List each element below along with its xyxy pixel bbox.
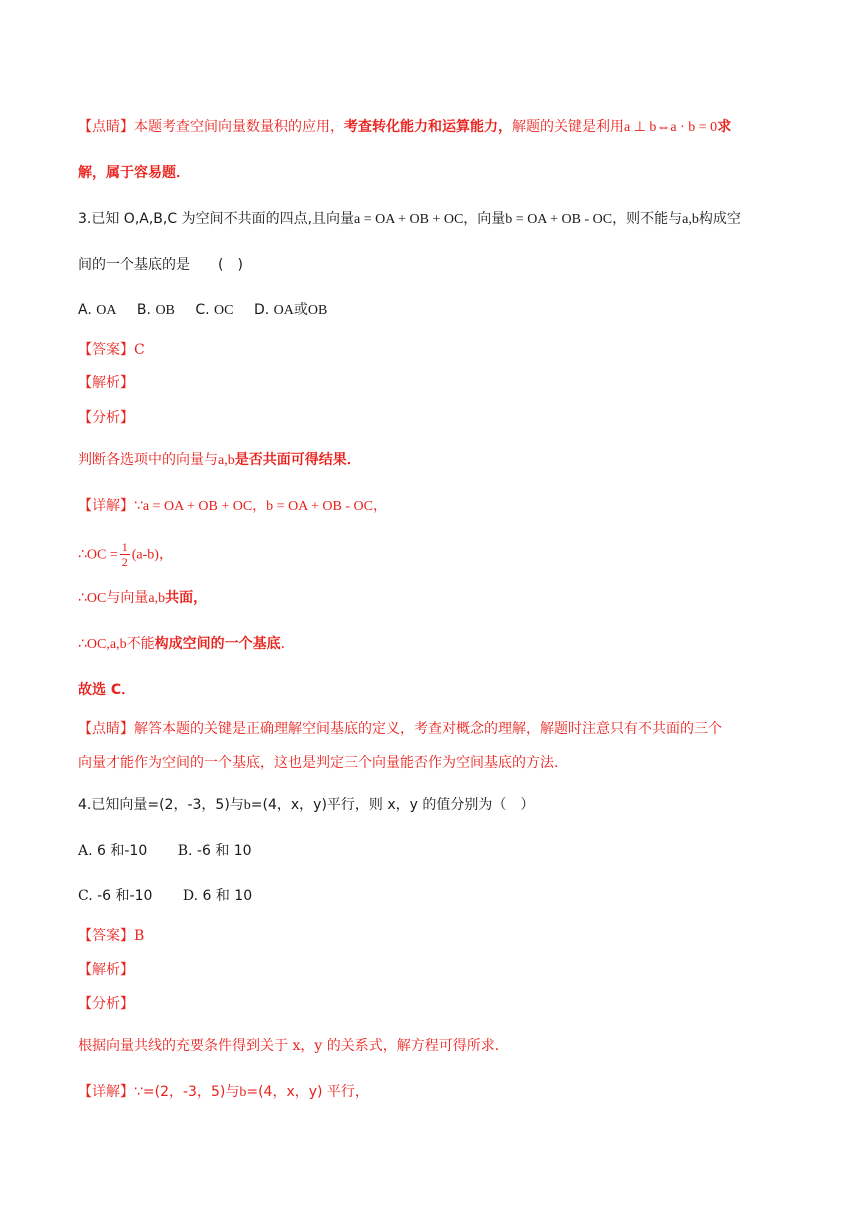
question-3-text: ，则不能与 — [612, 211, 683, 227]
answer-value: B — [134, 928, 145, 944]
question-3-detail-line4 — [78, 634, 295, 655]
question-4-fenxi — [78, 994, 134, 1014]
separator: ， — [252, 498, 267, 514]
because-symbol: ∵ — [134, 498, 143, 514]
dianjing-text: 求 — [717, 119, 732, 135]
dianjing-text: 解答本题的关键是正确理解空间基底的定义，考查对概念的理解，解题时注意只有不共面的三个 — [134, 721, 722, 737]
question-3-text: 间的一个基底的是 ( ) — [78, 257, 243, 273]
option-a-value: OA — [96, 303, 117, 318]
option-d-value: 6 和 10 — [202, 888, 253, 904]
fenxi-tag: 【分析】 — [78, 410, 134, 426]
vectors-ab: a,b — [682, 212, 699, 227]
question-3-detail-line3 — [78, 588, 207, 609]
question-3-jiexi — [78, 373, 134, 393]
dianjing-tag: 【点睛】 — [78, 721, 134, 737]
option-c-value: OC — [214, 303, 234, 318]
detail-text: 共面， — [165, 590, 208, 606]
therefore-symbol: ∴ — [78, 590, 87, 606]
dianjing-paragraph-line2 — [78, 163, 190, 183]
conclusion-text: 故选 C． — [78, 682, 136, 698]
vector-a-definition: a = OA + OB + OC — [142, 499, 253, 514]
question-4-answer — [78, 926, 144, 946]
vectors-oc-a-b: OC,a,b — [86, 637, 127, 652]
option-d-label: D. — [182, 888, 199, 904]
option-b-value: OB — [155, 303, 175, 318]
question-4-stem — [78, 795, 534, 816]
option-c-label: C. — [195, 302, 210, 318]
fenxi-text: 是否共面可得结果． — [234, 452, 361, 468]
dianjing-text: 向量才能作为空间的一个基底，这也是判定三个向量能否作为空间基底的方法. — [78, 755, 559, 771]
detail-text: 构成空间的一个基底 — [154, 636, 281, 652]
option-b-value: -6 和 10 — [196, 843, 252, 859]
fraction-one-half — [120, 540, 130, 569]
fraction-numerator: 1 — [121, 540, 128, 554]
option-a-label: A. — [78, 843, 93, 859]
question-3-text: 3.已知 O,A,B,C 为空间不共面的四点,且向量 — [78, 211, 355, 227]
option-c-label: C. — [78, 888, 93, 904]
vectors-ab: a,b — [218, 453, 235, 468]
option-b-label: B. — [136, 302, 151, 318]
question-3-detail-line1 — [78, 496, 387, 517]
question-3-fenxi-text — [78, 450, 361, 471]
vector-difference: (a-b) — [131, 547, 159, 563]
option-b-label: B. — [177, 843, 193, 859]
separator: ， — [158, 546, 173, 563]
question-3-options — [78, 300, 327, 321]
vector-b: b — [239, 1085, 247, 1100]
question-3-answer — [78, 340, 145, 360]
question-3-text: ，向量 — [463, 211, 506, 227]
vector-oc: OC — [86, 591, 107, 606]
question-3-dianjing-line1 — [78, 719, 722, 739]
answer-tag: 【答案】 — [78, 928, 134, 944]
vectors-ab: a,b — [148, 591, 166, 606]
answer-value: C — [134, 342, 145, 358]
question-4-text: 4.已知向量=(2，-3，5)与 — [78, 797, 244, 813]
question-3-stem-line1 — [78, 209, 741, 230]
detail-text: ． — [280, 636, 295, 652]
detail-text: ∵=(2，-3，5)与 — [134, 1084, 240, 1100]
dianjing-text: 本题考查空间向量数量积的应用， — [134, 119, 344, 135]
vector-oc: OC = — [86, 547, 118, 563]
option-a-value: 6 和-10 — [97, 843, 148, 859]
jiexi-tag: 【解析】 — [78, 375, 134, 391]
question-4-text: =(4，x，y)平行，则 x，y 的值分别为（ ） — [250, 797, 535, 813]
vector-b-definition: b = OA + OB - OC — [266, 499, 373, 514]
xiangjie-tag: 【详解】 — [78, 1084, 134, 1100]
vector-a-definition: a = OA + OB + OC — [354, 212, 464, 227]
detail-text: =(4，x，y) 平行， — [246, 1084, 369, 1100]
fenxi-text: 判断各选项中的向量与 — [78, 452, 218, 468]
perpendicular-formula: a ⊥ b⇔a · b = 0 — [624, 120, 718, 135]
question-4-fenxi-text — [78, 1036, 509, 1056]
fraction-denominator: 2 — [121, 555, 128, 569]
therefore-symbol: ∴ — [78, 636, 87, 652]
dianjing-text: 解题的关键是利用 — [512, 119, 624, 135]
dianjing-tag: 【点睛】 — [78, 119, 134, 135]
dianjing-text: 解，属于容易题． — [78, 165, 190, 181]
xiangjie-tag: 【详解】 — [78, 498, 134, 514]
question-3-text: 构成空 — [698, 211, 741, 227]
vector-b: b — [243, 798, 251, 813]
question-3-dianjing-line2 — [78, 753, 558, 773]
therefore-symbol: ∴ — [78, 546, 87, 563]
separator: ， — [372, 498, 387, 514]
question-3-conclusion — [78, 680, 135, 700]
question-3-fenxi — [78, 408, 134, 428]
fenxi-text: 根据向量共线的充要条件得到关于 x，y 的关系式，解方程可得所求． — [78, 1038, 509, 1054]
option-d-label: D. — [253, 302, 270, 318]
detail-text: 不能 — [126, 636, 155, 652]
fenxi-tag: 【分析】 — [78, 996, 134, 1012]
detail-text: 与向量 — [106, 590, 149, 606]
dianjing-paragraph-line1 — [78, 117, 731, 138]
question-4-jiexi — [78, 960, 134, 980]
question-4-detail-line1 — [78, 1082, 369, 1103]
question-3-stem-line2 — [78, 255, 243, 275]
question-4-options-row2 — [78, 886, 252, 906]
vector-b-definition: b = OA + OB - OC — [505, 212, 613, 227]
option-c-value: -6 和-10 — [97, 888, 153, 904]
question-4-options-row1 — [78, 841, 252, 861]
option-d-value: OA或OB — [273, 303, 328, 318]
question-3-detail-line2 — [78, 540, 173, 570]
jiexi-tag: 【解析】 — [78, 962, 134, 978]
answer-tag: 【答案】 — [78, 342, 134, 358]
dianjing-emphasis: 考查转化能力和运算能力， — [344, 119, 512, 135]
option-a-label: A. — [78, 302, 92, 318]
